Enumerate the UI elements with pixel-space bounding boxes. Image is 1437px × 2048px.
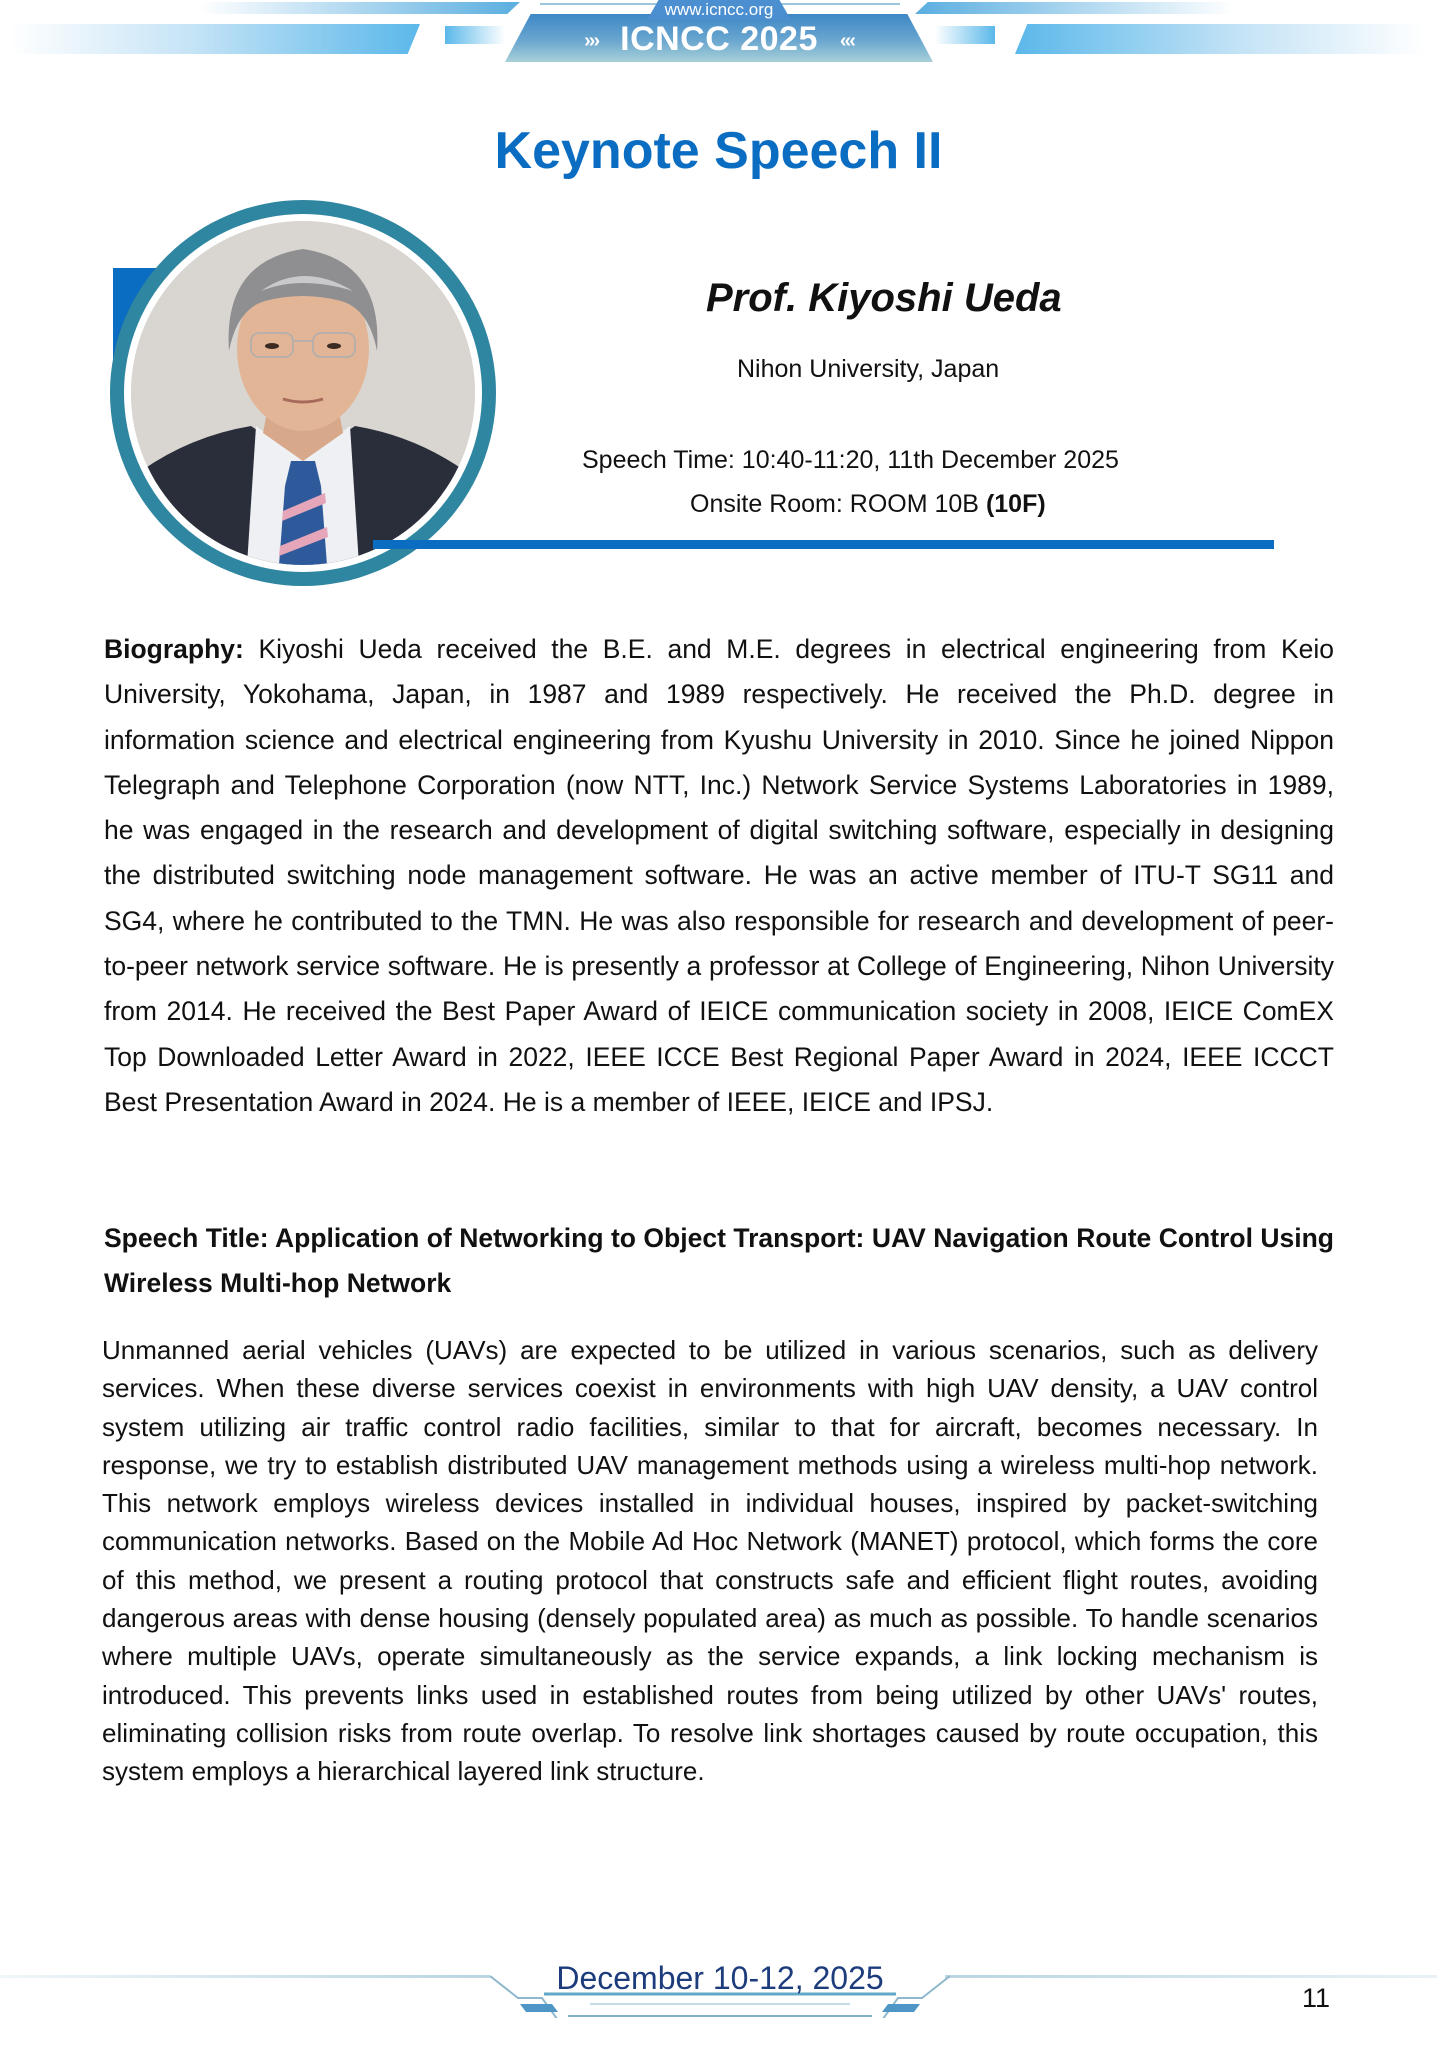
header-band-lower-left <box>10 24 420 54</box>
conference-name: ICNCC 2025 <box>620 20 818 58</box>
header-band-lower-right <box>1015 24 1425 54</box>
conference-website: www.icncc.org <box>664 0 774 19</box>
header-band-top-right <box>915 2 1235 14</box>
header-divider-bar <box>373 540 1274 549</box>
biography-text: Kiyoshi Ueda received the B.E. and M.E. degrees in electrical engineering from Keio University, Yokohama, Japan, in 1987 and 1989 respectively. He received the Ph.D. degree in information science and electrical engineering from Kyushu University in 2010. Since he joined Nippon Telegraph and Telephone Corporation (now NTT, Inc.) Network Service Systems Laboratories in 1989, he was engaged in the research and development of digital switching software, especially in designing the distributed switching node management software. He was an active member of ITU-T SG11 and SG4, where he contributed to the TMN. He was also responsible for research and development of peer-to-peer network service software. He is presently a professor at College of Engineering, Nihon University from 2014. He received the Best Paper Award of IEICE communication society in 2008, IEICE ComEX Top Downloaded Letter Award in 2022, IEEE ICCE Best Regional Paper Award in 2024, IEEE ICCCT Best Presentation Award in 2024. He is a member of IEEE, IEICE and IPSJ. <box>104 634 1334 1117</box>
footer-stripes-right-icon <box>882 2004 920 2012</box>
speaker-name: Prof. Kiyoshi Ueda <box>706 276 1062 320</box>
header-band-mini-left <box>445 26 505 44</box>
speech-title: Speech Title: Application of Networking to Object Transport: UAV Navigation Route Control Using Wireless Multi-hop Network <box>104 1223 1334 1298</box>
footer-stripes-left-icon <box>520 2004 558 2012</box>
room-floor: (10F) <box>985 490 1046 518</box>
footer-line-right <box>945 1975 1437 1978</box>
chevrons-left-icon: ‹‹‹ <box>839 30 854 53</box>
eye-left <box>265 343 279 349</box>
onsite-room <box>690 487 1046 521</box>
chevrons-right-icon: ››› <box>584 30 599 53</box>
footer-line-left <box>0 1975 490 1978</box>
page-title: Keynote Speech II <box>494 122 943 180</box>
speaker-photo <box>131 221 475 565</box>
conference-logo <box>505 18 933 62</box>
speaker-affiliation: Nihon University, Japan <box>737 355 1000 383</box>
page-number: 11 <box>1301 1983 1331 2013</box>
room-label: Onsite Room: ROOM 10B <box>690 490 986 518</box>
portrait-illustration <box>131 221 475 565</box>
eye-right <box>327 343 341 349</box>
biography-label: Biography: <box>104 634 244 664</box>
biography-paragraph <box>104 627 1334 1125</box>
header-band-top-left <box>200 2 520 14</box>
speech-abstract: Unmanned aerial vehicles (UAVs) are expected to be utilized in various scenarios, such as delivery services. When these diverse services coexist in environments with high UAV density, a UAV control system utilizing air traffic control radio facilities, similar to that for aircraft, becomes necessary. In response, we try to establish distributed UAV management methods using a wireless multi-hop network. This network employs wireless devices installed in individual houses, inspired by packet-switching communication networks. Based on the Mobile Ad Hoc Network (MANET) protocol, which forms the core of this method, we present a routing protocol that constructs safe and efficient flight routes, avoiding dangerous areas with dense housing (densely populated area) as much as possible. To handle scenarios where multiple UAVs, operate simultaneously as the service expands, a link locking mechanism is introduced. This prevents links used in established routes from being utilized by other UAVs' routes, eliminating collision risks from route overlap. To resolve link shortages caused by route occupation, this system employs a hierarchical layered link structure. <box>102 1335 1318 1787</box>
speech-time: Speech Time: 10:40-11:20, 11th December 2025 <box>582 446 1119 474</box>
header-band-mini-right <box>935 26 995 44</box>
conference-dates: December 10-12, 2025 <box>556 1960 884 1996</box>
